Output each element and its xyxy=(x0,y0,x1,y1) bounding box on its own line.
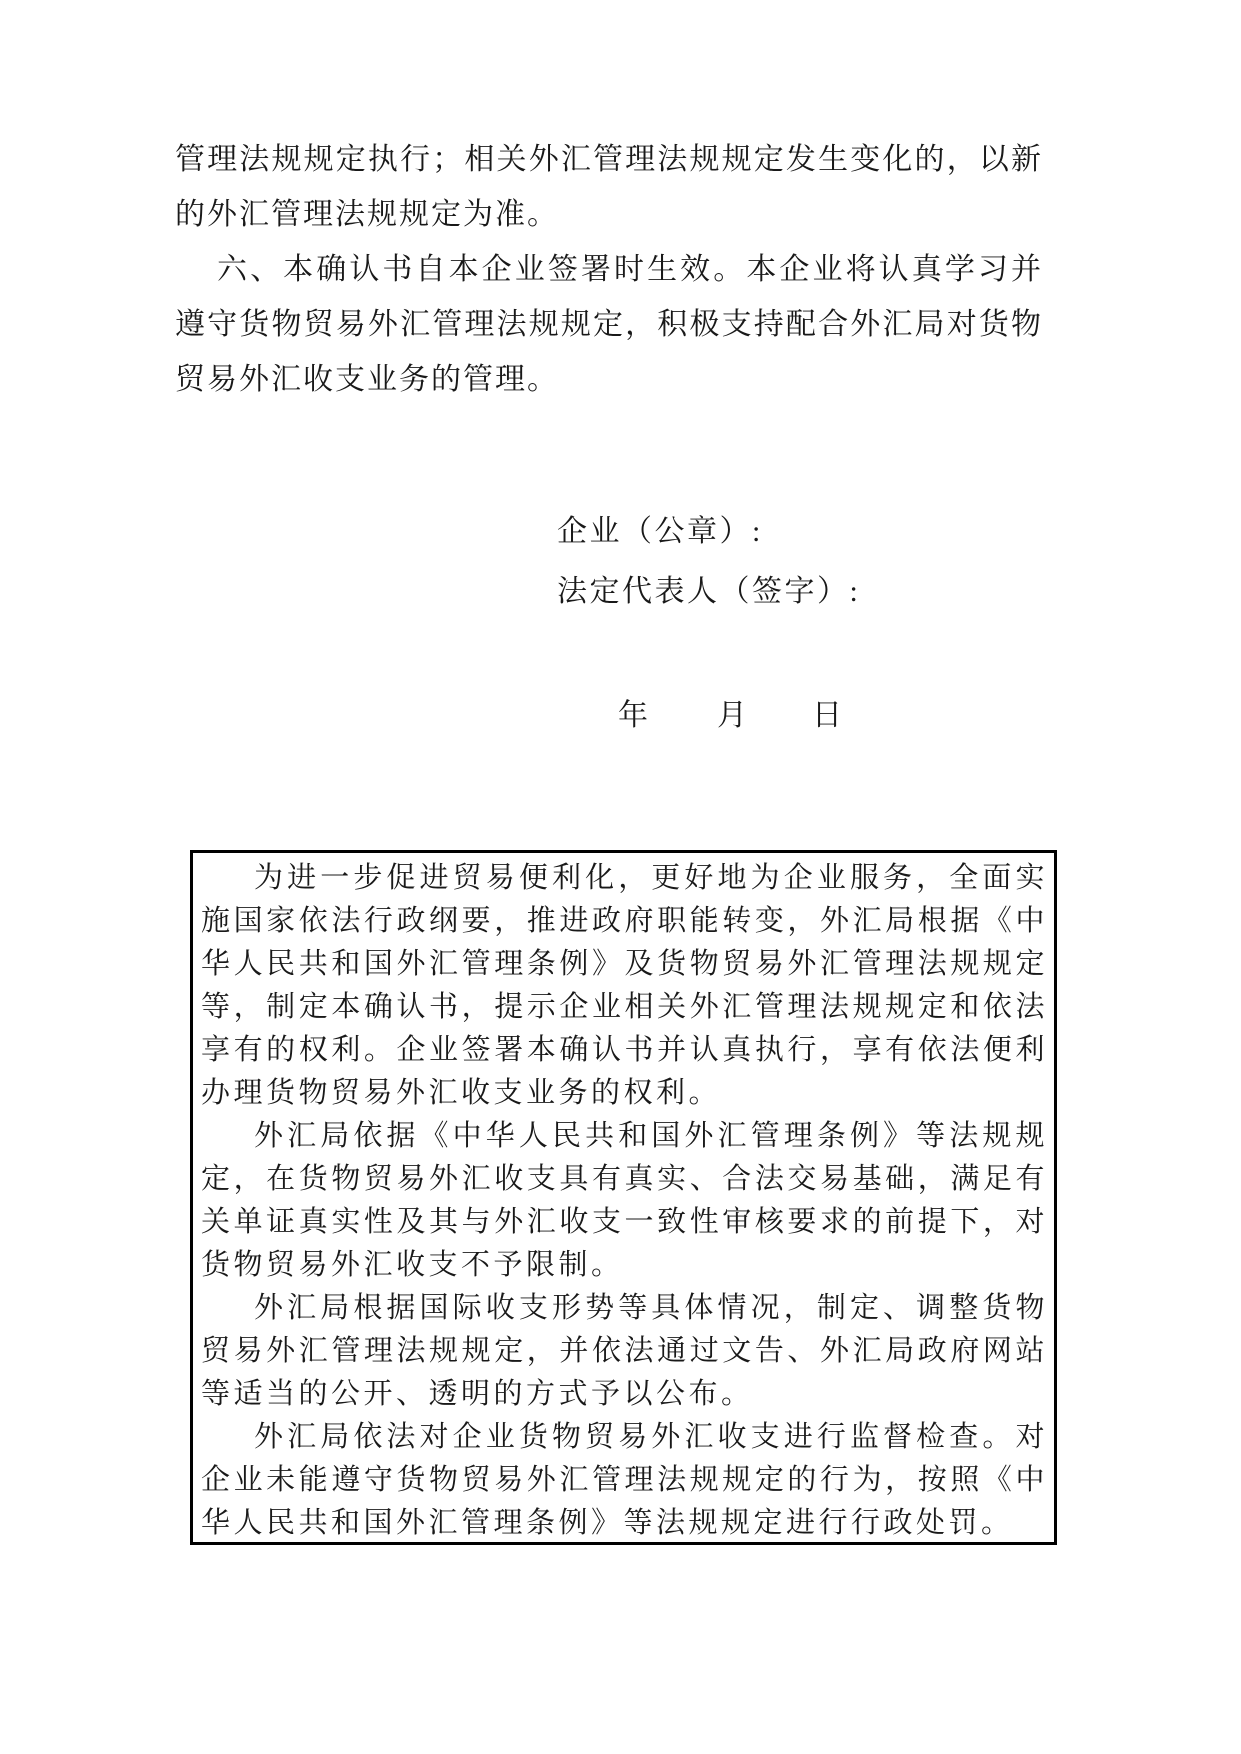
company-seal-line: 企业（公章）: xyxy=(557,515,763,548)
legal-representative-line: 法定代表人（签字）: xyxy=(557,575,861,608)
notice-paragraph-purpose: 为进一步促进贸易便利化，更好地为企业服务，全面实施国家依法行政纲要，推进政府职能转变，外汇局根据《中华人民共和国外汇管理条例》及货物贸易外汇管理法规规定等，制定本确认书，提示企业相关外汇管理法规规定和依法享有的权利。企业签署本确认书并认真执行，享有依法便利办理货物贸易外汇收支业务的权利。 xyxy=(201,862,1048,1109)
day-label: 日 xyxy=(812,699,842,732)
date-line xyxy=(618,698,842,734)
month-label: 月 xyxy=(717,699,747,732)
notice-paragraph-supervision: 外汇局依法对企业货物贸易外汇收支进行监督检查。对企业未能遵守货物贸易外汇管理法规规定的行为，按照《中华人民共和国外汇管理条例》等法规规定进行行政处罚。 xyxy=(201,1421,1048,1539)
year-label: 年 xyxy=(618,699,648,732)
notice-box xyxy=(190,850,1057,1545)
page-body xyxy=(175,132,1043,407)
body-paragraph-continuation: 管理法规规定执行；相关外汇管理法规规定发生变化的，以新的外汇管理法规规定为准。 xyxy=(175,143,1043,231)
signature-block xyxy=(557,502,860,622)
body-paragraph-clause-six: 六、本确认书自本企业签署时生效。本企业将认真学习并遵守货物贸易外汇管理法规规定，积极支持配合外汇局对货物贸易外汇收支业务的管理。 xyxy=(175,253,1043,396)
notice-paragraph-no-restriction: 外汇局依据《中华人民共和国外汇管理条例》等法规规定，在货物贸易外汇收支具有真实、合法交易基础，满足有关单证真实性及其与外汇收支一致性审核要求的前提下，对货物贸易外汇收支不予限制。 xyxy=(201,1120,1048,1281)
notice-paragraph-publication: 外汇局根据国际收支形势等具体情况，制定、调整货物贸易外汇管理法规规定，并依法通过文告、外汇局政府网站等适当的公开、透明的方式予以公布。 xyxy=(201,1292,1048,1410)
